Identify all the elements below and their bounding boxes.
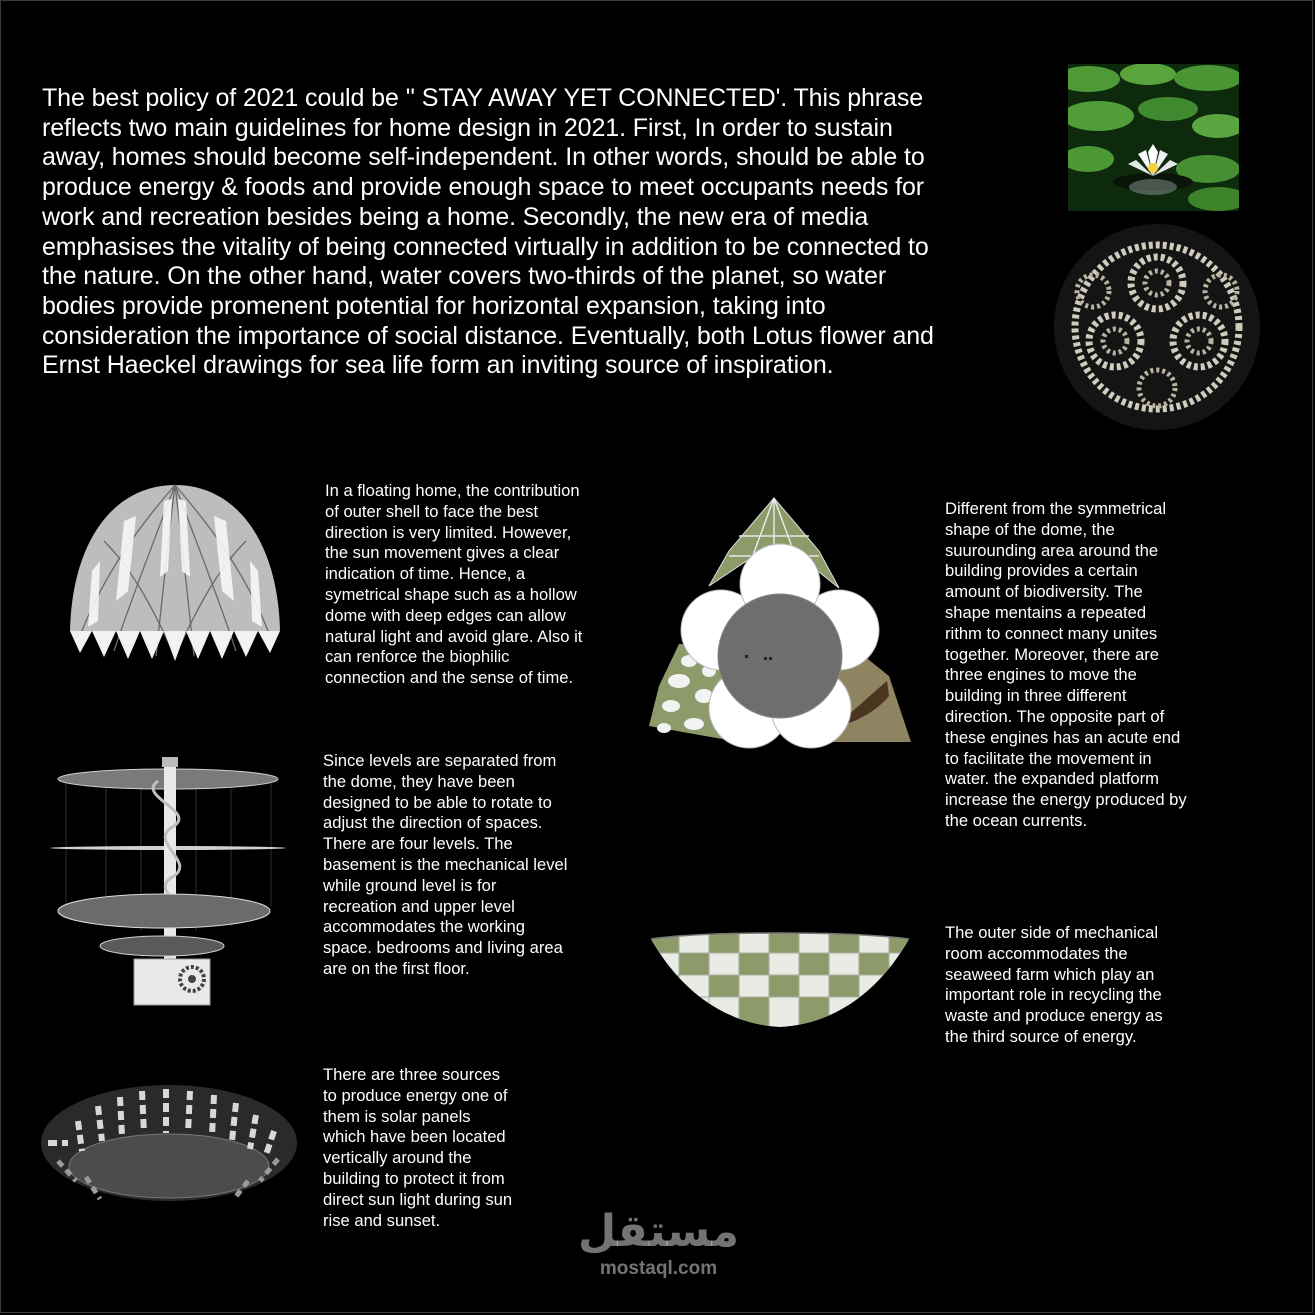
site-plan-caption: Different from the symmetrical shape of the dome, the suurounding area around the building provides a certain amount of biodiversity. The shape mentains a repeated rithm to connect many unites together. Moreover, there are three engines to move the building in three different direction. The opposite part of these engines has an acute end to facilitate the movement in water. the expanded platform increase the energy produced by the ocean currents. <box>945 499 1187 830</box>
mostaql-watermark <box>561 1206 756 1280</box>
dome-illustration <box>64 481 286 661</box>
seaweed-bowl-illustration <box>649 931 911 1029</box>
intro-paragraph: The best policy of 2021 could be '' STAY AWAY YET CONNECTED'. This phrase reflects two main guidelines for home design in 2021. First, In order to sustain away, homes should become self-independent. In other words, should be able to produce energy & foods and provide enough space to meet occupants needs for work and recreation besides being a home. Secondly, the new era of media emphasises the vitality of being connected virtually in addition to be connected to the nature. On the other hand, water covers two-thirds of the planet, so water bodies provide promenent potential for horizontal expansion, taking into consideration the importance of social distance. Eventually, both Lotus flower and Ernst Haeckel drawings for sea life form an inviting source of inspiration. <box>42 84 934 380</box>
seaweed-caption: The outer side of mechanical room accommodates the seaweed farm which play an important role in recycling the waste and produce energy as the third source of energy. <box>945 923 1163 1046</box>
levels-caption: Since levels are separated from the dome, they have been designed to be able to rotate to adjust the direction of spaces. There are four levels. The basement is the mechanical level while ground level is for recreation and upper level accommodates the working space. bedrooms and living area are on the first floor. <box>323 751 568 978</box>
energy-caption: There are three sources to produce energy one of them is solar panels which have been located vertically around the building to protect it from direct sun light during sun rise and sunset. <box>323 1065 513 1230</box>
solar-panel-ring-illustration <box>38 1081 300 1206</box>
watermark-latin: mostaql.com <box>599 1258 718 1279</box>
watermark-arabic: مستقل <box>578 1206 739 1257</box>
dome-caption: In a floating home, the contribution of outer shell to face the best direction is very limited. However, the sun movement gives a clear indication of time. Hence, a symetrical shape such as a hollow dome with deep edges can allow natural light and avoid glare. Also it can renforce the biophilic connection and the sense of time. <box>325 481 583 688</box>
site-plan-illustration <box>649 496 911 751</box>
lotus-flower-photo <box>1068 64 1239 211</box>
rotating-levels-illustration <box>46 751 291 1006</box>
haeckel-drawing <box>1053 223 1261 431</box>
